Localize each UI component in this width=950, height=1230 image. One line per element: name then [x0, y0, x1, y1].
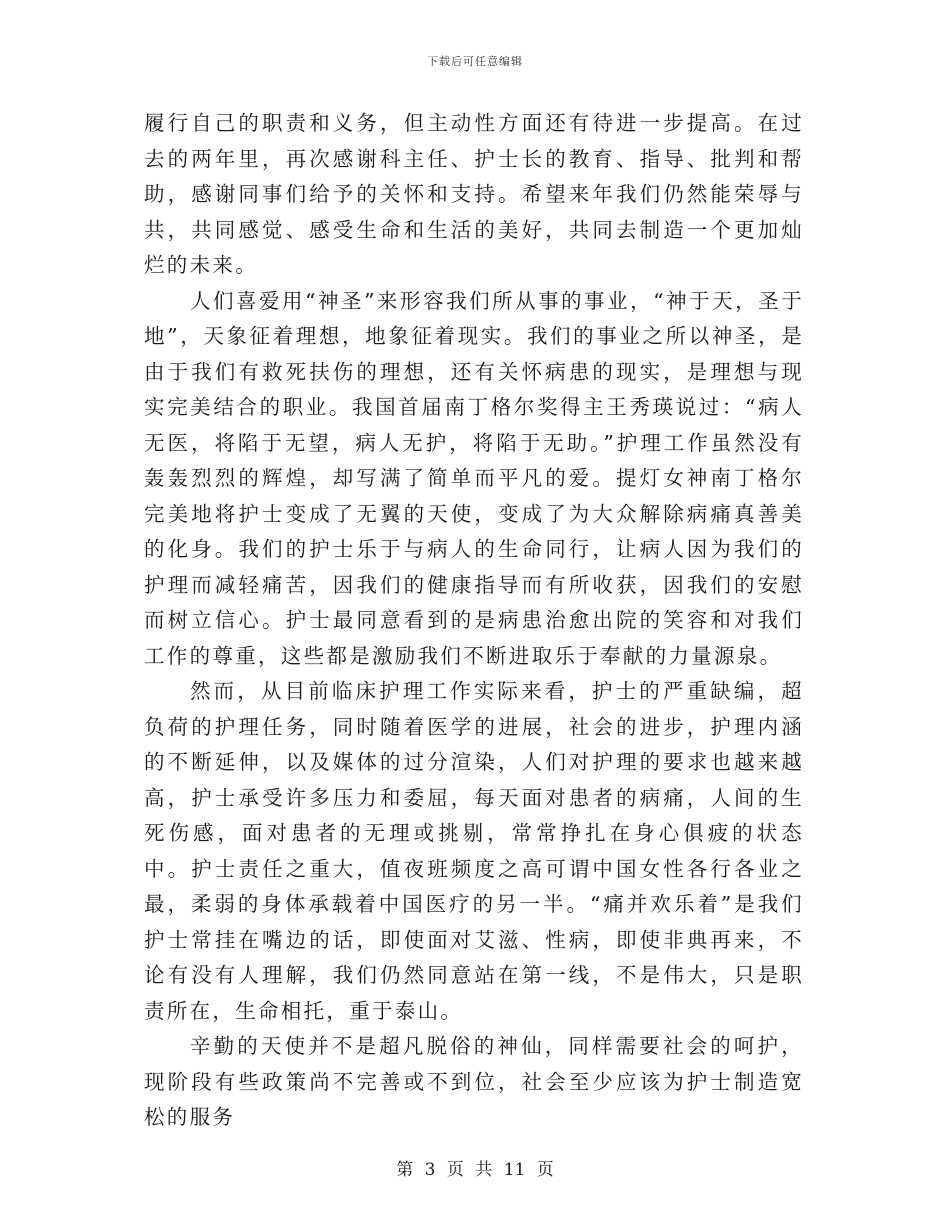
page-header-note: 下载后可任意编辑 [427, 55, 523, 68]
paragraph-4: 辛勤的天使并不是超凡脱俗的神仙，同样需要社会的呵护，现阶段有些政策尚不完善或不到位，社会至少应该为护士制造宽松的服务 [144, 1034, 804, 1129]
paragraph-3: 然而，从目前临床护理工作实际来看，护士的严重缺编，超负荷的护理任务，同时随着医学的进展，社会的进步，护理内涵的不断延伸，以及媒体的过分渲染，人们对护理的要求也越来越高，护士承受许多压力和委屈，每天面对患者的病痛，人间的生死伤感，面对患者的无理或挑剔，常常挣扎在身心俱疲的状态中。护士责任之重大，值夜班频度之高可谓中国女性各行各业之最，柔弱的身体承载着中国医疗的另一半。“痛并欢乐着”是我们护士常挂在嘴边的话，即使面对艾滋、性病，即使非典再来，不论有没有人理解，我们仍然同意站在第一线，不是伟大，只是职责所在，生命相托，重于泰山。 [144, 679, 804, 1023]
paragraph-2: 人们喜爱用“神圣”来形容我们所从事的事业，“神于天，圣于地”，天象征着理想，地象征着现实。我们的事业之所以神圣，是由于我们有救死扶伤的理想，还有关怀病患的现实，是理想与现实完美结合的职业。我国首届南丁格尔奖得主王秀瑛说过：“病人无医，将陷于无望，病人无护，将陷于无助。”护理工作虽然没有轰轰烈烈的辉煌，却写满了简单而平凡的爱。提灯女神南丁格尔完美地将护士变成了无翼的天使，变成了为大众解除病痛真善美的化身。我们的护士乐于与病人的生命同行，让病人因为我们的护理而减轻痛苦，因我们的健康指导而有所收获，因我们的安慰而树立信心。护士最同意看到的是病患治愈出院的笑容和对我们工作的尊重，这些都是激励我们不断进取乐于奉献的力量源泉。 [144, 288, 804, 668]
page-number-footer: 第 3 页 共 11 页 [396, 1160, 554, 1180]
paragraph-1: 履行自己的职责和义务，但主动性方面还有待进一步提高。在过去的两年里，再次感谢科主任、护士长的教育、指导、批判和帮助，感谢同事们给予的关怀和支持。希望来年我们仍然能荣辱与共，共同感觉、感受生命和生活的美好，共同去制造一个更加灿烂的未来。 [144, 111, 804, 277]
document-body [144, 106, 804, 1136]
